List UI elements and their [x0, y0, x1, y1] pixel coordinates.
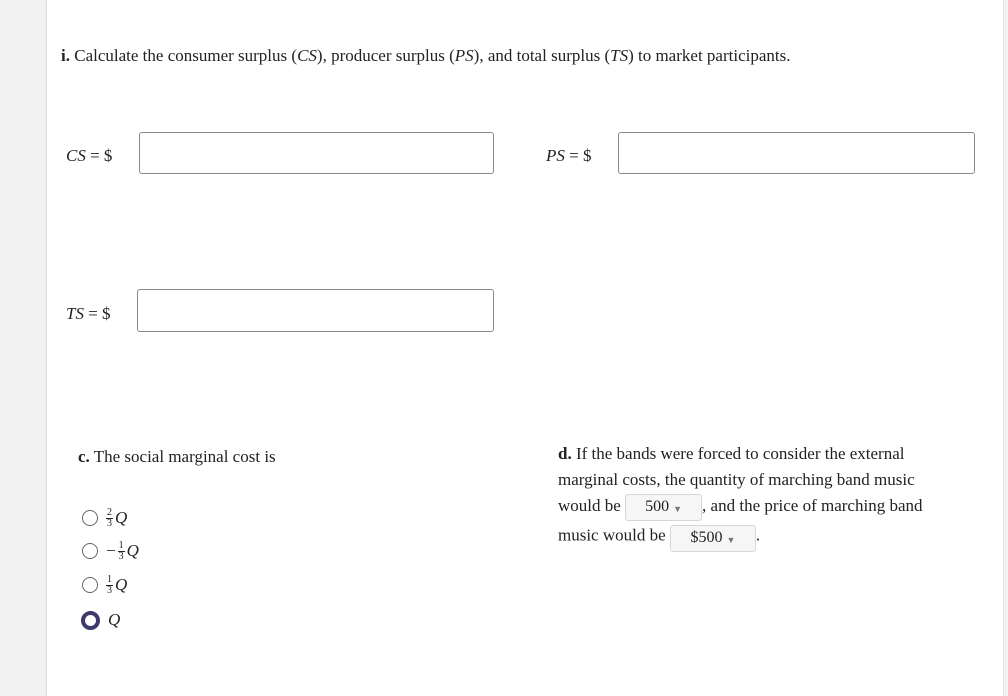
option-var: Q — [115, 575, 128, 594]
minus-sign: − — [106, 541, 116, 560]
cs-abbr: CS — [297, 46, 317, 65]
part-d-text-2: , and the price of marching band music would be — [558, 496, 923, 544]
ts-input[interactable] — [137, 289, 494, 332]
ts-label-var: TS — [66, 304, 84, 323]
option-label — [106, 575, 127, 596]
option-two-thirds-q[interactable] — [82, 505, 127, 531]
fraction-numerator: 1 — [118, 539, 124, 551]
cs-label — [66, 146, 112, 166]
ps-label-var: PS — [546, 146, 565, 165]
option-one-third-q[interactable] — [82, 572, 127, 598]
question-text-1: Calculate the consumer surplus ( — [69, 46, 298, 65]
part-label-d: d. — [558, 444, 572, 463]
radio-button-selected[interactable] — [81, 611, 100, 630]
fraction-numerator: 2 — [107, 506, 112, 518]
part-d-prompt — [558, 441, 953, 552]
part-d-text-1: If the bands were forced to consider the external marginal costs, the quantity of marching band music would be — [558, 444, 915, 515]
radio-button[interactable] — [82, 543, 98, 559]
fraction-denominator: 3 — [107, 517, 112, 529]
question-text-4: ) to market participants. — [628, 46, 791, 65]
option-label — [106, 508, 127, 529]
option-var: Q — [108, 610, 121, 629]
cs-input[interactable] — [139, 132, 494, 174]
ts-label — [66, 304, 111, 324]
option-var: Q — [115, 508, 128, 527]
left-gutter — [0, 0, 47, 696]
chevron-down-icon: ▼ — [673, 504, 682, 515]
price-dropdown[interactable] — [670, 525, 756, 552]
fraction-numerator: 1 — [107, 573, 112, 585]
option-label — [108, 610, 120, 630]
cs-label-var: CS — [66, 146, 86, 165]
fraction — [118, 541, 125, 562]
ps-abbr: PS — [454, 46, 474, 65]
radio-button[interactable] — [82, 577, 98, 593]
option-q[interactable] — [81, 607, 120, 633]
question-text — [61, 46, 790, 66]
part-label-i: i. — [61, 46, 70, 65]
option-neg-one-third-q[interactable] — [82, 538, 139, 564]
part-d-text-3: . — [755, 525, 761, 544]
ps-label — [546, 146, 591, 166]
fraction — [106, 508, 113, 529]
radio-button[interactable] — [82, 510, 98, 526]
ts-abbr: TS — [610, 46, 629, 65]
question-text-2: ), producer surplus ( — [316, 46, 455, 65]
fraction — [106, 575, 113, 596]
option-var: Q — [126, 541, 139, 560]
fraction-denominator: 3 — [118, 550, 124, 562]
ps-input[interactable] — [618, 132, 975, 174]
part-label-c: c. — [78, 447, 90, 466]
quantity-dropdown[interactable] — [625, 494, 702, 521]
ts-label-suffix: = $ — [83, 304, 111, 323]
cs-label-suffix: = $ — [85, 146, 113, 165]
right-gutter — [1003, 0, 1008, 696]
price-dropdown-value: $500 — [690, 529, 723, 547]
part-c-text: The social marginal cost is — [89, 447, 276, 466]
part-c-prompt — [78, 447, 276, 467]
quantity-dropdown-value: 500 — [645, 498, 670, 516]
chevron-down-icon: ▼ — [726, 535, 736, 546]
question-text-3: ), and total surplus ( — [473, 46, 611, 65]
ps-label-suffix: = $ — [564, 146, 592, 165]
option-label — [106, 541, 139, 562]
fraction-denominator: 3 — [107, 584, 112, 596]
